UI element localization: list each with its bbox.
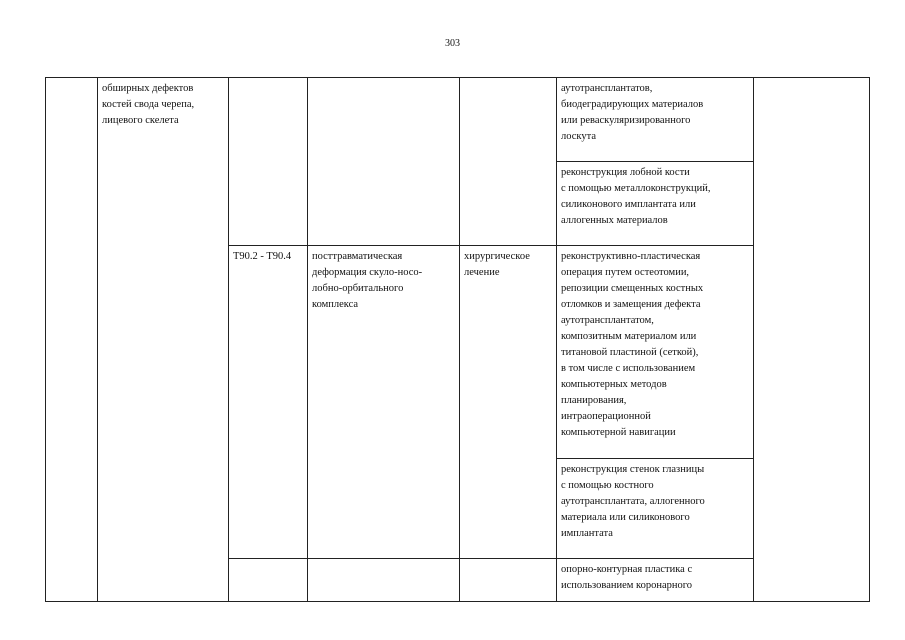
page-number: 303: [445, 38, 460, 49]
treatment-type-cell: [460, 559, 557, 602]
method-cell: реконструкция стенок глазницы с помощью костного аутотрансплантата, аллогенного материала или силиконового имплантата: [557, 459, 754, 559]
treatment-type-cell: [460, 78, 557, 246]
code-cell: T90.2 - T90.4: [229, 246, 308, 559]
care-type-cell: обширных дефектов костей свода черепа, лицевого скелета: [98, 78, 229, 602]
number-cell: [46, 78, 98, 602]
patient-model-cell: посттравматическая деформация скуло-носо- лобно-орбитального комплекса: [308, 246, 460, 559]
norm-cell: [754, 78, 870, 602]
patient-model-cell: [308, 78, 460, 246]
code-cell: [229, 78, 308, 246]
treatment-type-cell: хирургическое лечение: [460, 246, 557, 559]
method-cell: опорно-контурная пластика с использованием коронарного: [557, 559, 754, 602]
table-row: [46, 78, 870, 162]
code-cell: [229, 559, 308, 602]
patient-model-cell: [308, 559, 460, 602]
method-cell: реконструктивно-пластическая операция путем остеотомии, репозиции смещенных костных отломков и замещения дефекта аутотрансплантатом, композитным материалом или титановой пластиной (сеткой), в том числе с использованием компьютерных методов планирования, интраоперационной компьютерной навигации: [557, 246, 754, 459]
method-cell: реконструкция лобной кости с помощью металлоконструкций, силиконового имплантата или аллогенных материалов: [557, 162, 754, 246]
method-cell: аутотрансплантатов, биодеградирующих материалов или реваскуляризированного лоскута: [557, 78, 754, 162]
medical-care-table: [45, 77, 870, 602]
